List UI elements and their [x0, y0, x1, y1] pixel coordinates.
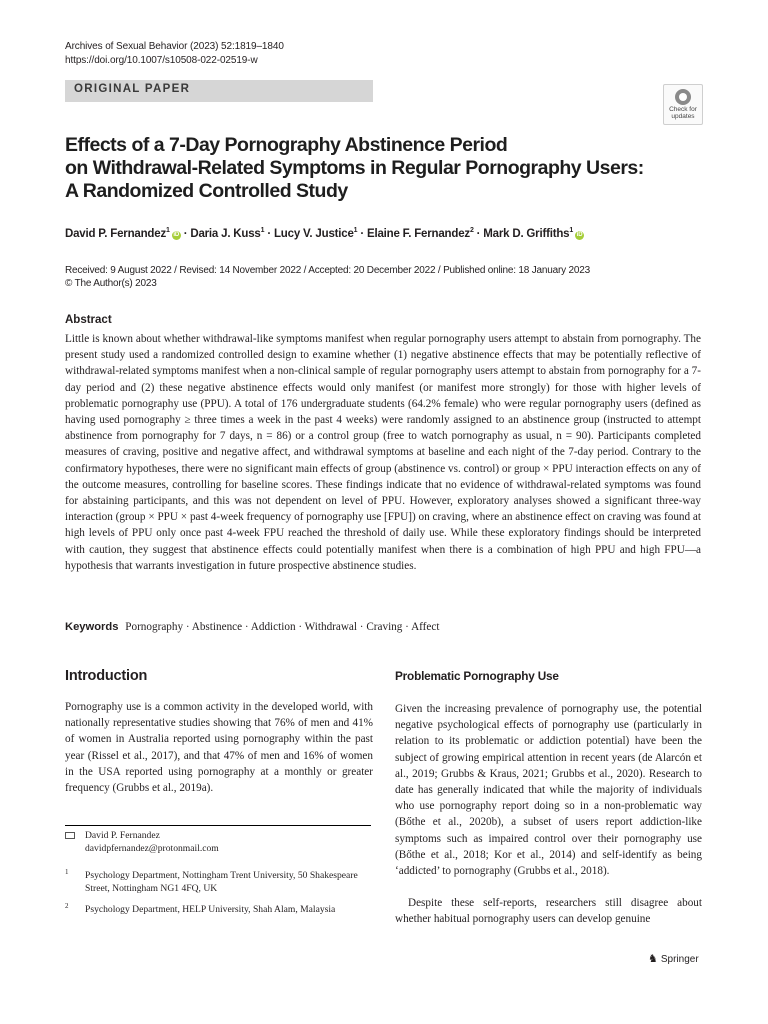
keywords-list: Pornography · Abstinence · Addiction · Withdrawal · Craving · Affect	[125, 621, 440, 633]
publisher-logo	[648, 952, 699, 965]
copyright: © The Author(s) 2023	[65, 278, 157, 289]
title-line-2: on Withdrawal-Related Symptoms in Regular Pornography Users:	[65, 157, 644, 179]
publisher-name: Springer	[660, 954, 699, 965]
author-separator: ·	[183, 227, 188, 240]
corresponding-author-name: David P. Fernandez	[85, 830, 160, 841]
date-history: Received: 9 August 2022 / Revised: 14 November 2022 / Accepted: 20 December 2022 / Published online: 18 January 2023	[65, 265, 590, 276]
author-separator: ·	[476, 227, 481, 240]
author-affiliation: 1	[260, 227, 265, 234]
author-name[interactable]: Elaine F. Fernandez	[367, 227, 470, 240]
publication-dates	[65, 264, 590, 290]
check-for-updates-line2: updates	[671, 113, 695, 120]
ppu-paragraph-2: Despite these self-reports, researchers still disagree about whether habitual pornography users can develop genuine	[395, 897, 702, 926]
journal-header	[65, 40, 284, 68]
author-name[interactable]: Lucy V. Justice	[273, 227, 354, 240]
author-name[interactable]: David P. Fernandez	[65, 227, 167, 240]
author-separator: ·	[360, 227, 365, 240]
check-for-updates-icon	[675, 89, 691, 105]
envelope-icon	[65, 832, 75, 839]
abstract-text: Little is known about whether withdrawal-like symptoms manifest when regular pornography users attempt to abstain from pornography. The present study used a randomized controlled design to examine whether (1) negative abstinence effects that may be potentially reflective of withdrawal-related symptoms manifest when a non-clinical sample of regular pornography users attempt to abstain from pornography for a 7-day period and (2) these negative abstinence effects would only manifest (or manifest more strongly) for those with higher levels of problematic pornography use (PPU). A total of 176 undergraduate students (64.2% female) who were regular pornography users (defined as having used pornography ≥ three times a week in the past 4 weeks) were randomly assigned to an abstinence group (instructed to attempt abstinence from pornography for 7 days, n = 86) or a control group (free to watch pornography as usual, n = 90). Participants completed measures of craving, positive and negative affect, and withdrawal symptoms at baseline and each night of the 7-day period. Contrary to the confirmatory hypotheses, there were no significant main effects of group (abstinence vs. control) or group × PPU interaction effects on any of the outcome measures, controlling for baseline scores. These findings indicate that no evidence of withdrawal-related symptoms was found for abstaining participants, and this was not dependent on level of PPU. However, exploratory analyses showed a significant three-way interaction (group × PPU × past 4-week frequency of pornography use [FPU]) on craving, where an abstinence effect on craving was found at high levels of PPU only once past 4-week FPU reached the threshold of daily use. While these exploratory findings should be interpreted with caution, they suggest that abstinence effects could potentially manifest when there is a combination of high PPU and high FPU—a hypothesis that warrants investigation in future prospective abstinence studies.	[65, 333, 701, 572]
author-affiliation: 1	[166, 227, 170, 234]
article-title	[65, 134, 685, 203]
doi-link[interactable]: https://doi.org/10.1007/s10508-022-02519-w	[65, 55, 258, 66]
author-name[interactable]: Daria J. Kuss	[190, 227, 261, 240]
affiliation-number: 1	[65, 868, 69, 876]
corresponding-author	[85, 829, 219, 855]
footnote-divider	[65, 825, 371, 826]
author-affiliation: 1	[353, 227, 358, 234]
abstract-heading: Abstract	[65, 314, 112, 326]
affiliation-1: Psychology Department, Nottingham Trent University, 50 Shakespeare Street, Nottingham NG1 4FQ, UK	[85, 870, 358, 894]
check-for-updates-line1: Check for	[669, 106, 697, 113]
author-affiliation: 1	[569, 227, 574, 234]
title-line-3: A Randomized Controlled Study	[65, 180, 348, 202]
keywords-label: Keywords	[65, 621, 119, 633]
springer-horse-icon: ♞	[648, 953, 658, 965]
orcid-icon[interactable]: iD	[576, 231, 583, 238]
introduction-paragraph: Pornography use is a common activity in the developed world, with nationally representative studies showing that 76% of men and 41% of women in Australia reported using pornography within the past year (Rissel et al., 2017), and that 47% of men and 16% of women in the USA reported using pornography at a monthly or greater frequency (Grubbs et al., 2019a).	[65, 701, 373, 795]
introduction-heading: Introduction	[65, 668, 148, 684]
affiliation-number: 2	[65, 902, 69, 910]
ppu-heading: Problematic Pornography Use	[395, 669, 559, 683]
article-type-label: ORIGINAL PAPER	[74, 83, 191, 95]
journal-citation: Archives of Sexual Behavior (2023) 52:1819–1840	[65, 41, 284, 52]
ppu-paragraph-1: Given the increasing prevalence of pornography use, the potential negative psychological effects of pornography use (particularly in relation to its problematic or addiction potential) have been the subject of growing empirical attention in recent years (de Alarcón et al., 2019; Grubbs & Kraus, 2021; Grubbs et al., 2020). Research to date has generally indicated that while the majority of individuals who use pornography report doing so in a non-problematic way (Bőthe et al., 2020b), a subset of users report addiction-like symptoms such as impaired control over their pornography use (Bőthe et al., 2018; Kor et al., 2014) and self-identify as being ‘addicted’ to pornography (Grubbs et al., 2018).	[395, 703, 702, 878]
author-separator: ·	[267, 227, 271, 240]
title-line-1: Effects of a 7-Day Pornography Abstinence Period	[65, 134, 508, 156]
keywords	[65, 621, 439, 633]
author-list	[65, 227, 584, 240]
affiliation-2: Psychology Department, HELP University, Shah Alam, Malaysia	[85, 904, 336, 915]
corresponding-author-email[interactable]: davidpfernandez@protonmail.com	[85, 843, 219, 854]
orcid-icon[interactable]: iD	[173, 231, 180, 238]
author-affiliation: 2	[469, 227, 474, 234]
author-name[interactable]: Mark D. Griffiths	[483, 227, 570, 240]
article-type-banner	[65, 80, 373, 102]
check-for-updates-badge[interactable]	[663, 84, 703, 125]
